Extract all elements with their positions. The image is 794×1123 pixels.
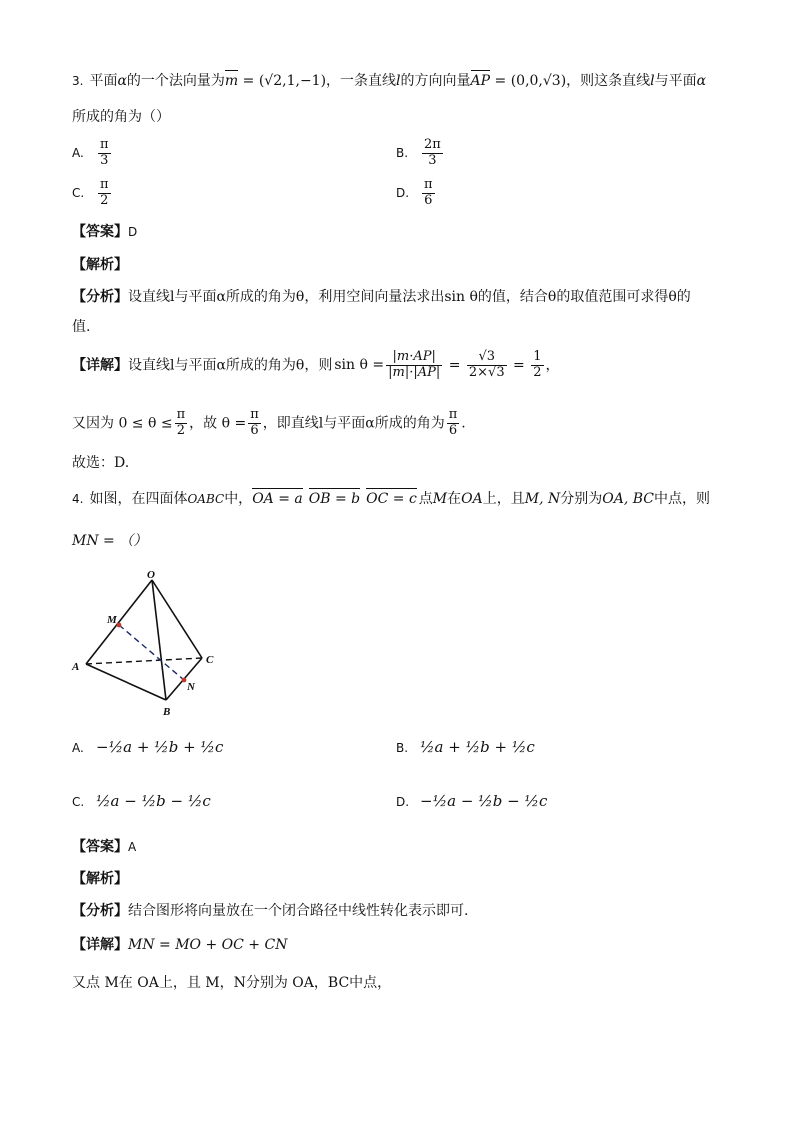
tetrahedron-figure <box>66 568 226 718</box>
q4-xiangjie: 【详解】MN = MO + OC + CN <box>72 937 288 953</box>
q4-option-d[interactable]: D. −½a − ½b − ½c <box>396 792 548 810</box>
ap-value: (0,0,√3) <box>510 73 567 89</box>
label-o: O <box>147 569 155 581</box>
q4-option-c[interactable]: C. ½a − ½b − ½c <box>72 792 211 810</box>
q4-stem-line1: 4. 如图，在四面体OABC中，OA = a OB = b OC = c 点M在OA上，且M, N分别为OA, BC中点，则 <box>72 491 710 507</box>
q3-option-b[interactable]: B. $\frac{2\pi}{3}$ <box>396 137 441 168</box>
label-a: A <box>72 661 80 673</box>
q4-number: 4. <box>72 492 84 506</box>
q3-option-a[interactable]: A. $\frac{\pi}{3}$ <box>72 137 109 168</box>
q4-option-a[interactable]: A. −½a + ½b + ½c <box>72 738 224 756</box>
q3-fenxi-cont: 值. <box>72 319 91 335</box>
q3-number: 3. <box>72 74 84 88</box>
point-n <box>182 678 187 683</box>
cos-fraction: $\frac{|m\cdot AP|}{|m|\cdot|AP|}$ <box>388 349 441 380</box>
q3-fenxi: 【分析】设直线l与平面α所成的角为θ，利用空间向量法求出sin θ的值，结合θ的取值范围可求得θ的 <box>72 289 691 305</box>
q4-stem-line2: MN = （） <box>72 533 148 549</box>
sin-theta: sin θ = <box>334 357 385 374</box>
q3-stem-line1: 3. 平面α的一个法向量为m = (√2,1,−1)，一条直线l的方向向量AP = (0,0,√3)，则这条直线l与平面α <box>72 73 707 89</box>
q4-fenxi: 【分析】结合图形将向量放在一个闭合路径中线性转化表示即可. <box>72 903 469 919</box>
label-n: N <box>187 681 195 693</box>
m-value: (√2,1,−1) <box>258 73 327 89</box>
q4-answer: 【答案】A <box>72 839 137 855</box>
q3-range-line: 又因为 0 ≤ θ ≤ $\frac{\pi}{2}$ ，故 θ = $\frac{\pi}{6}$ ，即直线l与平面α所成的角为 $\frac{\pi}{6}$ . <box>72 407 466 438</box>
q4-jiexi-heading: 【解析】 <box>72 871 128 887</box>
q3-guxuan: 故选：D. <box>72 455 130 471</box>
q3-stem-line2: 所成的角为（） <box>72 109 170 125</box>
label-m: M <box>107 614 117 626</box>
q4-last-line: 又点 M在 OA上，且 M，N分别为 OA，BC中点， <box>72 975 392 991</box>
q3-xiangjie: 【详解】设直线l与平面α所成的角为θ，则 sin θ = $\frac{|m\cdot AP|}{|m|\cdot|AP|}$ = $\frac{√3}{2\times√3}$ = $\frac{1}{2}$ ， <box>72 349 560 380</box>
vector-ap: AP <box>470 73 491 89</box>
q3-jiexi-heading: 【解析】 <box>72 257 128 273</box>
vector-m: m <box>224 73 239 89</box>
q4-option-b[interactable]: B. ½a + ½b + ½c <box>396 738 535 756</box>
q3-option-c[interactable]: C. $\frac{\pi}{2}$ <box>72 177 109 208</box>
label-b: B <box>163 706 171 718</box>
point-m <box>117 623 122 628</box>
q3-answer: 【答案】D <box>72 224 138 240</box>
q3-option-d[interactable]: D. $\frac{\pi}{6}$ <box>396 177 433 208</box>
label-c: C <box>206 654 214 666</box>
